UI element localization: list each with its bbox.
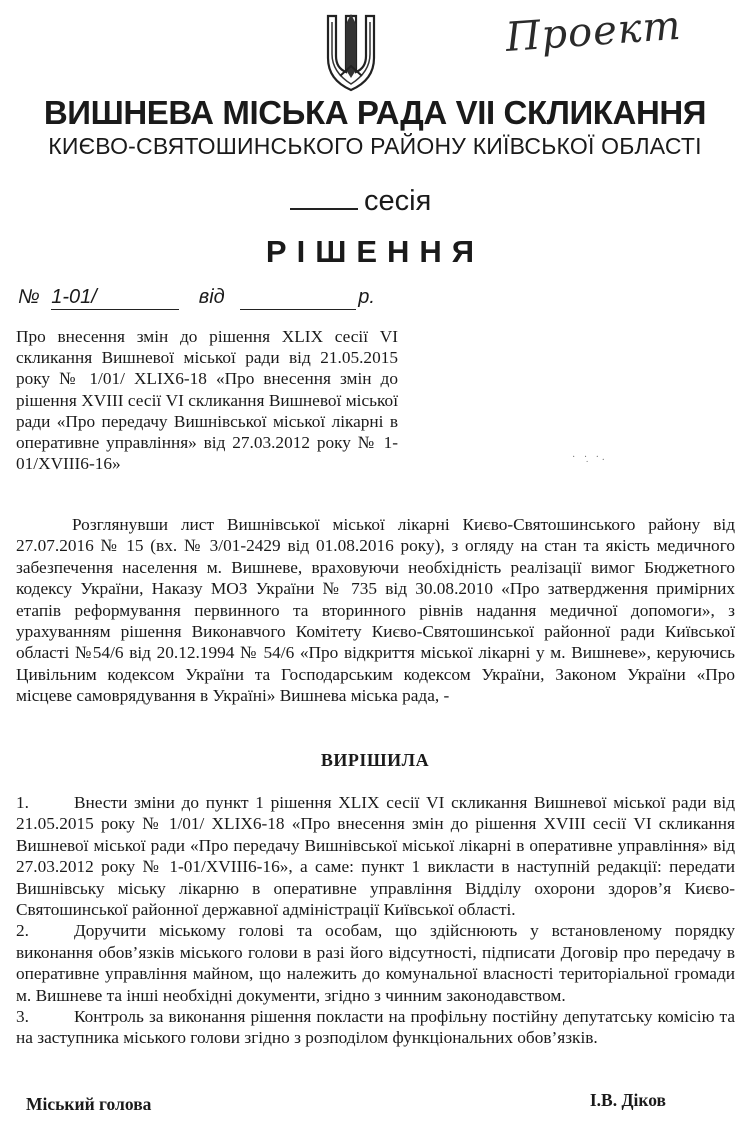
session-number-blank bbox=[290, 182, 358, 210]
from-word: від bbox=[198, 286, 225, 308]
date-blank bbox=[240, 286, 356, 310]
trident-emblem-icon bbox=[322, 10, 380, 94]
council-district: КИЄВО-СВЯТОШИНСЬКОГО РАЙОНУ КИЇВСЬКОЇ ОБЛАСТІ bbox=[48, 133, 702, 159]
item-text: Контроль за виконання рішення покласти на профільну постійну депутатську комісію та на заступника міського голови згідно з розподілом функціональних обов’язків. bbox=[16, 1007, 735, 1048]
resolution-item-1 bbox=[16, 792, 735, 920]
draft-stamp: Проект bbox=[504, 2, 683, 61]
scan-specks: · ·̣ ·. bbox=[572, 452, 608, 463]
item-text: Доручити міському голові та особам, що здійснюють у встановленому порядку виконання обов’язків міського голови в разі його відсутності, підписати Договір про передачу в оперативне управління майном, що належить до комунальної власності територіальної громади м. Вишневе та інші необхідні документи, згідно з чинним законодавством. bbox=[16, 921, 735, 1005]
item-number: 2. bbox=[16, 921, 29, 941]
item-number: 1. bbox=[16, 793, 29, 812]
session-word: сесія bbox=[364, 185, 432, 217]
session-line bbox=[290, 182, 431, 218]
signature-block bbox=[26, 1090, 666, 1115]
decision-number-line bbox=[18, 286, 375, 310]
resolved-heading: ВИРІШИЛА bbox=[320, 750, 430, 770]
resolution-items bbox=[16, 792, 735, 1049]
item-number: 3. bbox=[16, 1007, 29, 1027]
council-name: ВИШНЕВА МІСЬКА РАДА VII СКЛИКАННЯ bbox=[43, 94, 707, 131]
decision-title: РІШЕННЯ bbox=[265, 234, 485, 269]
item-text: Внести зміни до пункт 1 рішення XLIX сесії VI скликання Вишневої міської ради від 21.05.2015 року № 1/01/ XLIX6-18 «Про внесення змін до рішення XVIII сесії VI скликання Вишневої міської ради «Про передачу Вишнівської міської лікарні в оперативне управління» від 27.03.2012 року № 1-01/XVIII6-16», а саме: пункт 1 викласти в наступній редакції: передати Вишнівську міську лікарню в оперативне управління Відділу охорони здоров’я Києво-Святошинської районної державної адміністрації Київської області. bbox=[16, 793, 735, 920]
signature-name: І.В. Діков bbox=[589, 1090, 666, 1110]
preamble-paragraph: Розглянувши лист Вишнівської міської лікарні Києво-Святошинського району від 27.07.2016 № 15 (вх. № 3/01-2429 від 01.08.2016 року), з огляду на стан та якість медичного забезпечення населення м. Вишневе, враховуючи необхідність реалізації вимог Бюджетного кодексу України, Наказу МОЗ України № 735 від 30.08.2010 «Про затвердження примірних етапів реформування первинного та вторинного рівнів надання медичної допомоги», з урахуванням рішення Виконавчого Комітету Києво-Святошинської районної ради Київської області №54/6 від 20.12.1994 № 54/6 «Про відкриття міської лікарні у м. Вишневе», керуючись Цивільним кодексом України та Господарським кодексом України, Законом України «Про місцеве самоврядування в Україні» Вишнева міська рада, - bbox=[16, 515, 735, 706]
decision-number: 1-01/ bbox=[51, 286, 179, 310]
resolution-item-2 bbox=[16, 920, 735, 1006]
year-suffix: р. bbox=[358, 286, 375, 308]
number-sign: № bbox=[18, 286, 40, 308]
decision-subject: Про внесення змін до рішення XLIX сесії VI скликання Вишневої міської ради від 21.05.2015 року № 1/01/ XLIX6-18 «Про внесення змін до рішення XVIII сесії VI скликання Вишневої міської ради «Про передачу Вишнівської міської лікарні в оперативне управління» від 27.03.2012 року № 1-01/XVIII6-16» bbox=[16, 327, 398, 474]
signature-title: Міський голова bbox=[26, 1094, 152, 1114]
resolution-item-3 bbox=[16, 1006, 735, 1049]
